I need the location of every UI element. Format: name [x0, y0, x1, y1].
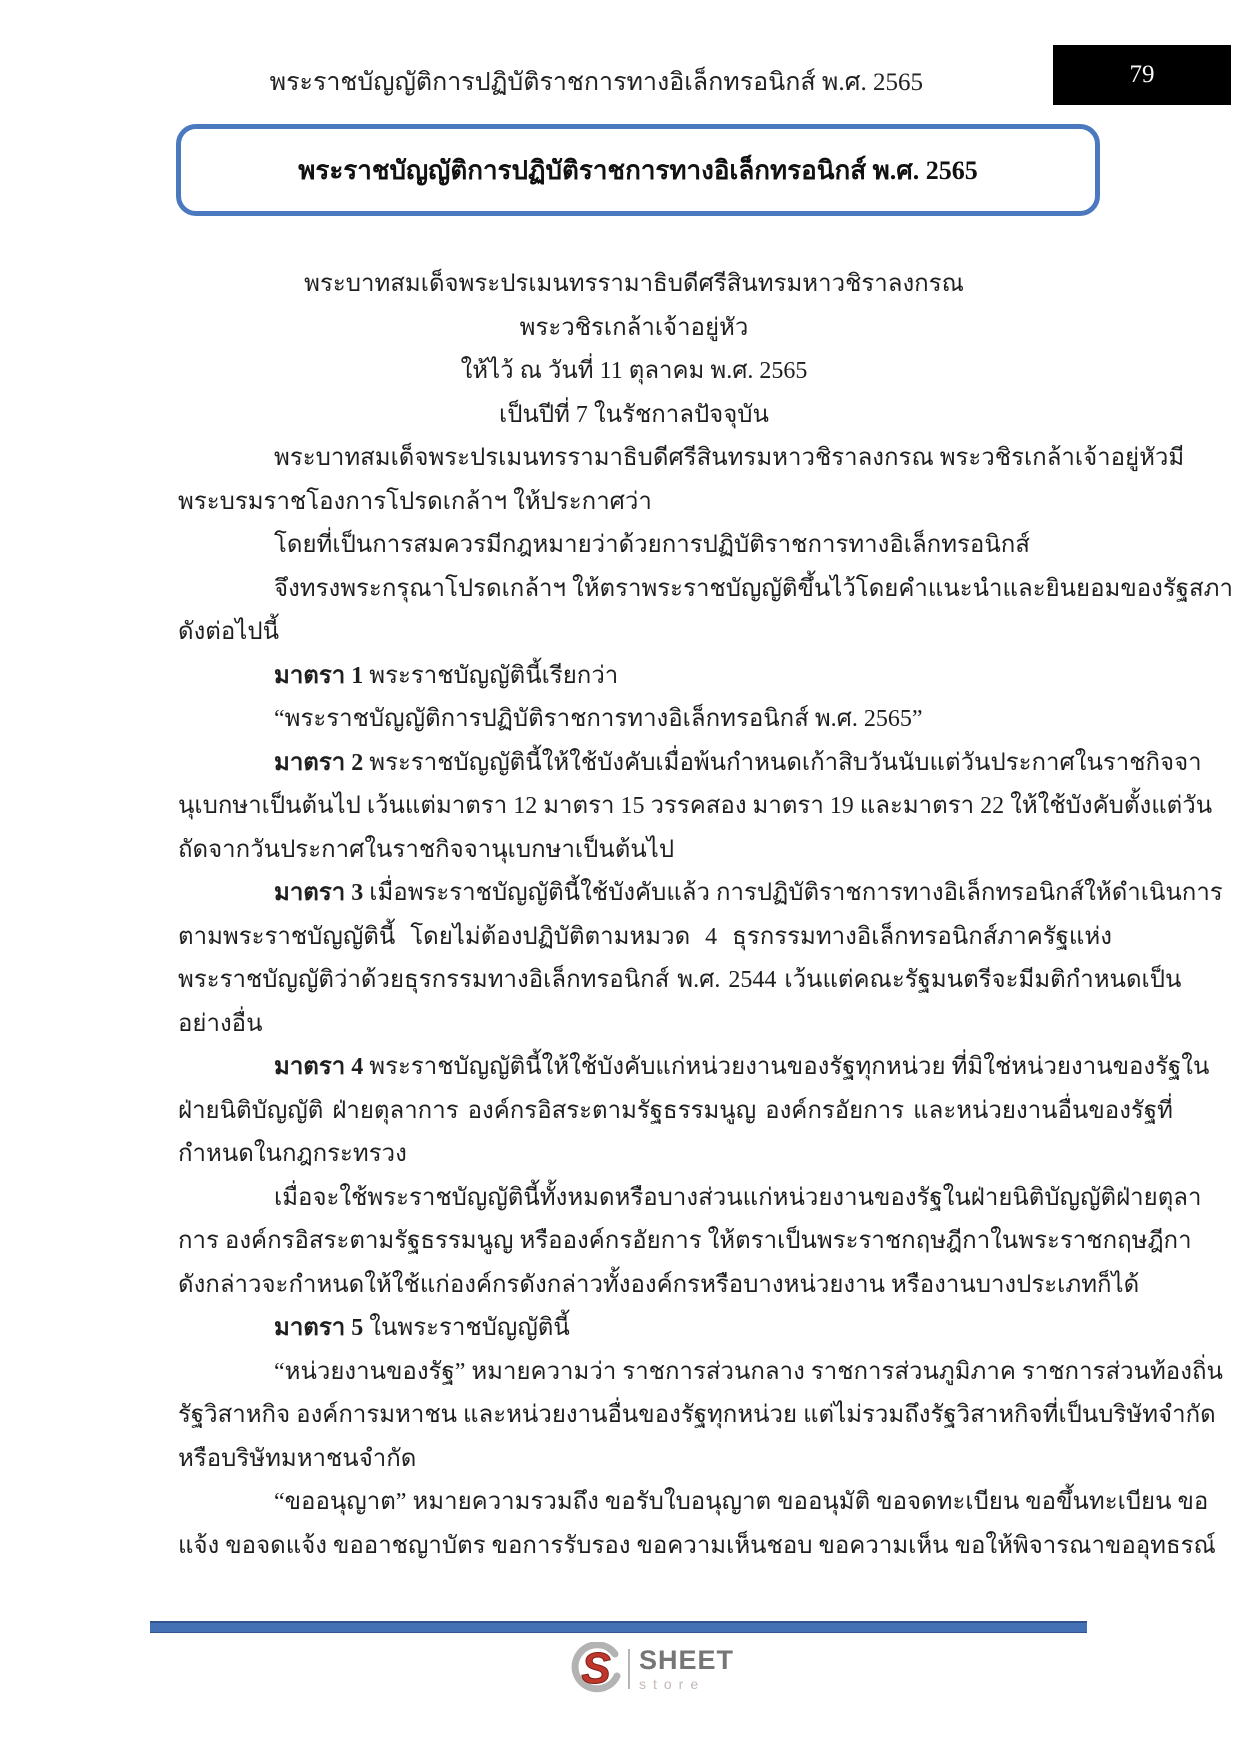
body-line: ถัดจากวันประกาศในราชกิจจานุเบกษาเป็นต้นไป [178, 836, 675, 863]
body-line: “พระราชบัญญัติการปฏิบัติราชการทางอิเล็กทรอนิกส์ พ.ศ. 2565” [274, 706, 923, 732]
body-line: “หน่วยงานของรัฐ” หมายความว่า ราชการส่วนกลาง ราชการส่วนภูมิภาค ราชการส่วนท้องถิ่น [274, 1358, 1223, 1385]
page-number-badge [1053, 45, 1231, 105]
body-line: พระบาทสมเด็จพระปรเมนทรรามาธิบดีศรีสินทรมหาวชิราลงกรณ พระวชิรเกล้าเจ้าอยู่หัวมี [274, 445, 1185, 471]
body-line: มาตรา 1 พระราชบัญญัตินี้เรียกว่า [274, 662, 619, 689]
body-line: รัฐวิสาหกิจ องค์การมหาชน และหน่วยงานอื่นของรัฐทุกหน่วย แต่ไม่รวมถึงรัฐวิสาหกิจที่เป็นบริษัทจำกัด [178, 1402, 1216, 1428]
body-line: พระบรมราชโองการโปรดเกล้าฯ ให้ประกาศว่า [178, 488, 652, 515]
body-line: พระราชบัญญัติว่าด้วยธุรกรรมทางอิเล็กทรอนิกส์ พ.ศ. 2544 เว้นแต่คณะรัฐมนตรีจะมีมติกำหนดเป็น [178, 967, 1182, 993]
body-line: การ องค์กรอิสระตามรัฐธรรมนูญ หรือองค์กรอัยการ ให้ตราเป็นพระราชกฤษฎีกาในพระราชกฤษฎีกา [178, 1228, 1192, 1254]
sheet-store-logo [570, 1642, 734, 1696]
brand-name: SHEET [639, 1644, 735, 1675]
body-line: เป็นปีที่ 7 ในรัชกาลปัจจุบัน [499, 401, 769, 428]
body-line: พระบาทสมเด็จพระปรเมนทรรามาธิบดีศรีสินทรมหาวชิราลงกรณ [304, 271, 964, 297]
body-line: โดยที่เป็นการสมควรมีกฎหมายว่าด้วยการปฏิบัติราชการทางอิเล็กทรอนิกส์ [274, 532, 1030, 558]
footer-divider-bar [150, 1621, 1087, 1633]
body-line: ดังกล่าวจะกำหนดให้ใช้แก่องค์กรดังกล่าวทั้งองค์กรหรือบางหน่วยงาน หรืองานบางประเภทก็ได้ [178, 1271, 1140, 1298]
body-line: แจ้ง ขอจดแจ้ง ขออาชญาบัตร ขอการรับรอง ขอความเห็นชอบ ขอความเห็น ขอให้พิจารณาขออุทธรณ์ [178, 1532, 1216, 1559]
body-line: เมื่อจะใช้พระราชบัญญัตินี้ทั้งหมดหรือบางส่วนแก่หน่วยงานของรัฐในฝ่ายนิติบัญญัติฝ่ายตุลา [274, 1184, 1202, 1211]
brand-subtitle: store [639, 1675, 706, 1692]
body-line: มาตรา 5 ในพระราชบัญญัตินี้ [274, 1315, 570, 1341]
body-line: ให้ไว้ ณ วันที่ 11 ตุลาคม พ.ศ. 2565 [460, 358, 808, 384]
body-line: อย่างอื่น [178, 1010, 263, 1037]
body-line: ดังต่อไปนี้ [178, 619, 280, 645]
logo-text [639, 1644, 735, 1692]
body-line: กำหนดในกฎกระทรวง [178, 1141, 407, 1167]
running-header-title: พระราชบัญญัติการปฏิบัติราชการทางอิเล็กทรอนิกส์ พ.ศ. 2565 [269, 69, 923, 96]
body-line: มาตรา 2 พระราชบัญญัตินี้ให้ใช้บังคับเมื่อพ้นกำหนดเก้าสิบวันนับแต่วันประกาศในราชกิจจา [274, 749, 1202, 776]
body-line: มาตรา 4 พระราชบัญญัตินี้ให้ใช้บังคับแก่หน่วยงานของรัฐทุกหน่วย ที่มิใช่หน่วยงานของรัฐใน [274, 1054, 1210, 1080]
body-line: ฝ่ายนิติบัญญัติ ฝ่ายตุลาการ องค์กรอิสระตามรัฐธรรมนูญ องค์กรอัยการ และหน่วยงานอื่นของรัฐที่ [178, 1097, 1173, 1124]
body-lines [178, 263, 1233, 1568]
svg-text:S: S [581, 1644, 611, 1693]
body-line: มาตรา 3 เมื่อพระราชบัญญัตินี้ใช้บังคับแล้ว การปฏิบัติราชการทางอิเล็กทรอนิกส์ให้ดำเนินการ [274, 880, 1223, 906]
act-title-box [176, 124, 1100, 216]
page-number: 79 [1129, 61, 1155, 88]
body-line: จึงทรงพระกรุณาโปรดเกล้าฯ ให้ตราพระราชบัญญัติขึ้นไว้โดยคำแนะนำและยินยอมของรัฐสภา [274, 575, 1233, 602]
body-line: นุเบกษาเป็นต้นไป เว้นแต่มาตรา 12 มาตรา 15 วรรคสอง มาตรา 19 และมาตรา 22 ให้ใช้บังคับตั้งแต่วัน [178, 793, 1213, 819]
body-line: ตามพระราชบัญญัตินี้ โดยไม่ต้องปฏิบัติตามหมวด 4 ธุรกรรมทางอิเล็กทรอนิกส์ภาครัฐแห่ง [178, 923, 1112, 950]
body-line: หรือบริษัทมหาชนจำกัด [178, 1445, 417, 1472]
body-line: พระวชิรเกล้าเจ้าอยู่หัว [519, 314, 749, 341]
s-swoosh-icon [570, 1642, 622, 1696]
body-line: “ขออนุญาต” หมายความรวมถึง ขอรับใบอนุญาต ขออนุมัติ ขอจดทะเบียน ขอขึ้นทะเบียน ขอ [274, 1489, 1209, 1515]
logo-divider [628, 1649, 630, 1689]
act-title: พระราชบัญญัติการปฏิบัติราชการทางอิเล็กทรอนิกส์ พ.ศ. 2565 [298, 155, 978, 185]
